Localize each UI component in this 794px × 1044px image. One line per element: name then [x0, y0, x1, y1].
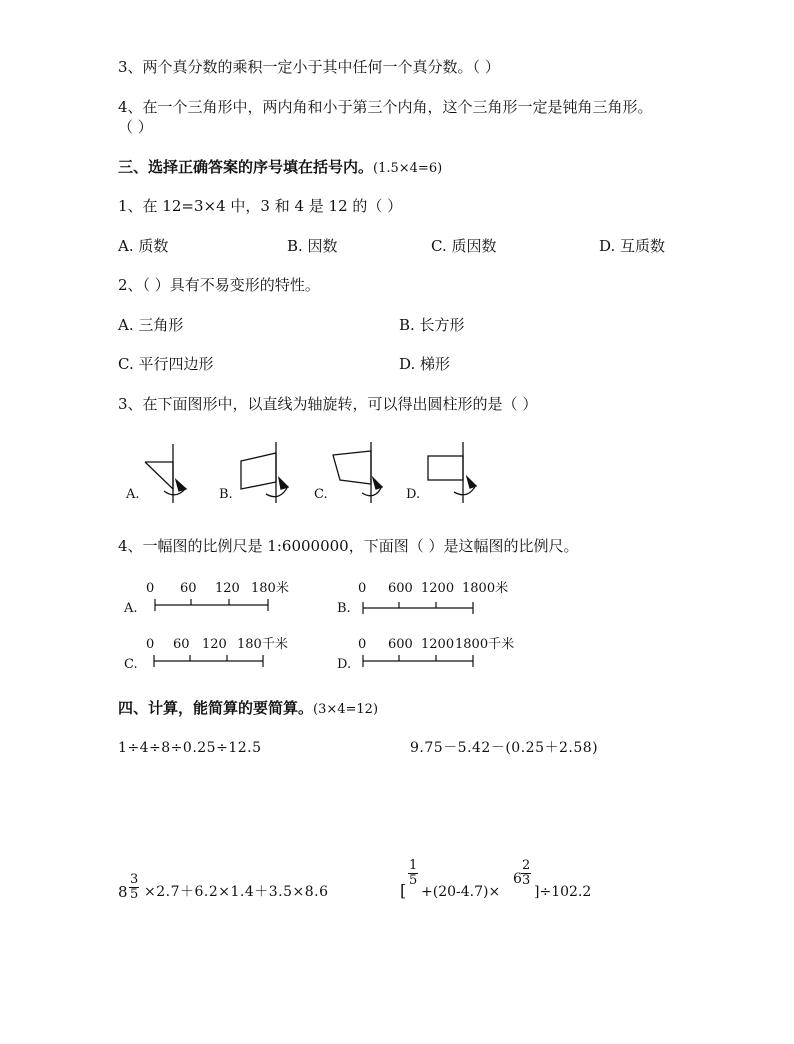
choice-question-3: 3、在下面图形中，以直线为轴旋转，可以得出圆柱形的是（ ） — [118, 395, 538, 413]
e4-f2-denominator: 3 — [522, 873, 531, 888]
scale-d-tick-2: 1200 — [421, 637, 455, 652]
section-3-score: (1.5×4=6) — [373, 161, 443, 176]
e4-whole-2: 6 — [513, 871, 522, 887]
choice-question-4: 4、一幅图的比例尺是 1:6000000，下面图（ ）是这幅图的比例尺。 — [118, 537, 579, 555]
scale-c-tick-1: 60 — [173, 637, 190, 652]
figure-b-label: B. — [219, 487, 233, 502]
judge-question-3: 3、两个真分数的乘积一定小于其中任何一个真分数。（ ） — [118, 58, 500, 76]
section-4-title: 四、计算，能简算的要简算。 — [118, 699, 314, 717]
e3-rest: ×2.7＋6.2×1.4＋3.5×8.6 — [144, 884, 329, 900]
e4-open-bracket: [ — [400, 881, 407, 900]
figure-a-label: A. — [126, 487, 140, 502]
scale-a-tick-1: 60 — [180, 581, 197, 596]
scale-d-tick-1: 600 — [388, 637, 413, 652]
e4-f1-denominator: 5 — [409, 873, 418, 888]
scale-c-tick-2: 120 — [202, 637, 227, 652]
e3-numerator: 3 — [130, 872, 139, 887]
q2-option-c: C. 平行四边形 — [118, 355, 214, 373]
scale-b-tick-3: 1800米 — [462, 581, 509, 596]
e4-fraction-1 — [408, 859, 418, 888]
choice-question-2: 2、（ ）具有不易变形的特性。 — [118, 276, 320, 294]
scale-bar-b — [363, 602, 473, 614]
q1-option-b: B. 因数 — [287, 237, 338, 255]
scale-d-tick-3: 1800千米 — [455, 637, 515, 652]
judge-question-4-bracket: （ ） — [118, 118, 153, 136]
scale-b-label: B. — [337, 601, 351, 616]
scale-a-tick-2: 120 — [215, 581, 240, 596]
scale-a-tick-0: 0 — [146, 581, 155, 596]
scale-c-tick-0: 0 — [146, 637, 155, 652]
scale-c-tick-3: 180千米 — [237, 637, 288, 652]
judge-question-4: 4、在一个三角形中，两内角和小于第三个内角，这个三角形一定是钝角三角形。 — [118, 98, 653, 116]
scale-c-label: C. — [124, 657, 138, 672]
e3-denominator: 5 — [130, 887, 139, 902]
figure-c-label: C. — [314, 487, 328, 502]
e3-whole: 8 — [118, 883, 128, 901]
q2-option-d: D. 梯形 — [399, 355, 451, 373]
e4-f2-numerator: 2 — [522, 858, 531, 873]
e3-fraction — [129, 873, 139, 902]
e4-middle: +(20-4.7)× — [421, 884, 501, 900]
q2-option-a: A. 三角形 — [118, 316, 184, 334]
figure-d-label: D. — [406, 487, 421, 502]
q1-option-a: A. 质数 — [118, 237, 169, 255]
scale-d-tick-0: 0 — [358, 637, 367, 652]
q1-option-d: D. 互质数 — [599, 237, 666, 255]
scale-bar-d — [363, 655, 473, 667]
e4-fraction-2 — [521, 859, 531, 888]
section-4-score: (3×4=12) — [313, 702, 379, 717]
scale-d-label: D. — [337, 657, 352, 672]
section-4-heading — [118, 699, 378, 719]
e4-f1-numerator: 1 — [409, 858, 418, 873]
choice-question-1: 1、在 12=3×4 中，3 和 4 是 12 的（ ） — [118, 197, 403, 215]
scale-bar-c — [154, 655, 263, 667]
scale-b-tick-2: 1200 — [421, 581, 455, 596]
scale-b-tick-0: 0 — [358, 581, 367, 596]
section-3-title: 三、选择正确答案的序号填在括号内。 — [118, 158, 374, 176]
e4-close: ]÷102.2 — [534, 884, 592, 900]
scale-b-tick-1: 600 — [388, 581, 413, 596]
scale-a-label: A. — [124, 601, 138, 616]
scale-bar-a — [155, 599, 268, 611]
q1-option-c: C. 质因数 — [431, 237, 497, 255]
calc-expression-2: 9.75－5.42－(0.25＋2.58) — [410, 740, 599, 756]
q2-option-b: B. 长方形 — [399, 316, 465, 334]
calc-expression-1: 1÷4÷8÷0.25÷12.5 — [118, 740, 262, 756]
scale-a-tick-3: 180米 — [251, 581, 289, 596]
